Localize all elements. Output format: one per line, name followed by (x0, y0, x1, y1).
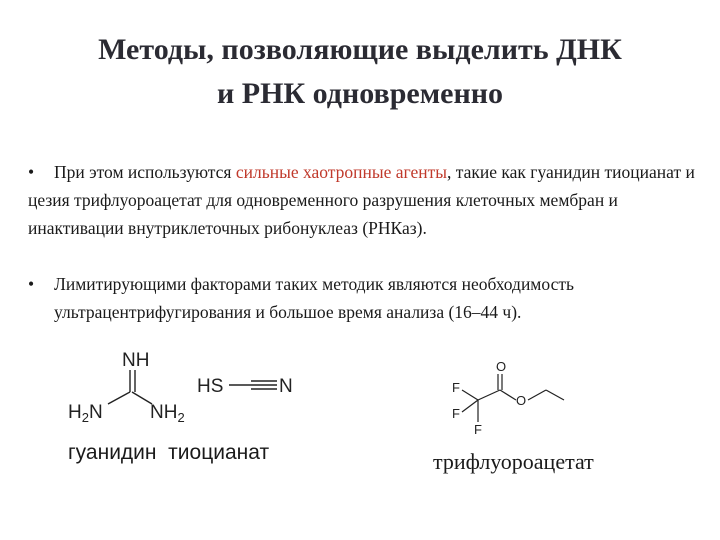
bullet-1-highlight: сильные хаотропные агенты (235, 162, 448, 182)
slide-title (0, 28, 720, 116)
thiocyanate-structure (195, 370, 305, 400)
thiocyanate-n-label: N (279, 376, 293, 397)
tfa-o-carbonyl-label: O (496, 360, 507, 374)
tfa-f2-label: F (452, 406, 460, 421)
guanidine-structure (60, 340, 200, 425)
bullet-marker: • (28, 162, 35, 182)
caption-guanidine-thiocyanate: гуанидин тиоцианат (68, 441, 270, 464)
bullet-1 (28, 158, 698, 242)
trifluoroacetate-structure (440, 360, 580, 440)
bullet-2 (28, 270, 698, 326)
title-line-2: и РНК одновременно (216, 77, 504, 110)
bullet-1-text-start: При этом используются (54, 162, 236, 182)
guanidine-h2n-label: $H_2N$ (68, 402, 103, 425)
caption-trifluoroacetate: трифлуороацетат (433, 449, 594, 474)
thiocyanate-hs-label: HS (197, 376, 224, 397)
bullet-2-line-2: ультрацентрифугирования и большое время анализа (16–44 ч). (54, 302, 522, 322)
tfa-f1-label: F (452, 380, 460, 395)
bullet-marker: • (28, 274, 35, 294)
tfa-f3-label: F (474, 422, 482, 437)
bullet-1-text-end: , такие как гуанидин тиоцианат и цезия трифлуороацетат для одновременного разрушения клеточных мембран и инактивации внутриклеточных рибонуклеаз (РНКаз). (28, 162, 695, 238)
guanidine-nh-label: NH (122, 350, 150, 371)
guanidine-nh2-label: $NH_2$ (150, 402, 185, 425)
title-line-1: Методы, позволяющие выделить ДНК (98, 33, 622, 66)
bullet-2-line-1: Лимитирующими факторами таких методик являются необходимость (54, 274, 574, 294)
tfa-o-ester-label: O (516, 393, 527, 408)
